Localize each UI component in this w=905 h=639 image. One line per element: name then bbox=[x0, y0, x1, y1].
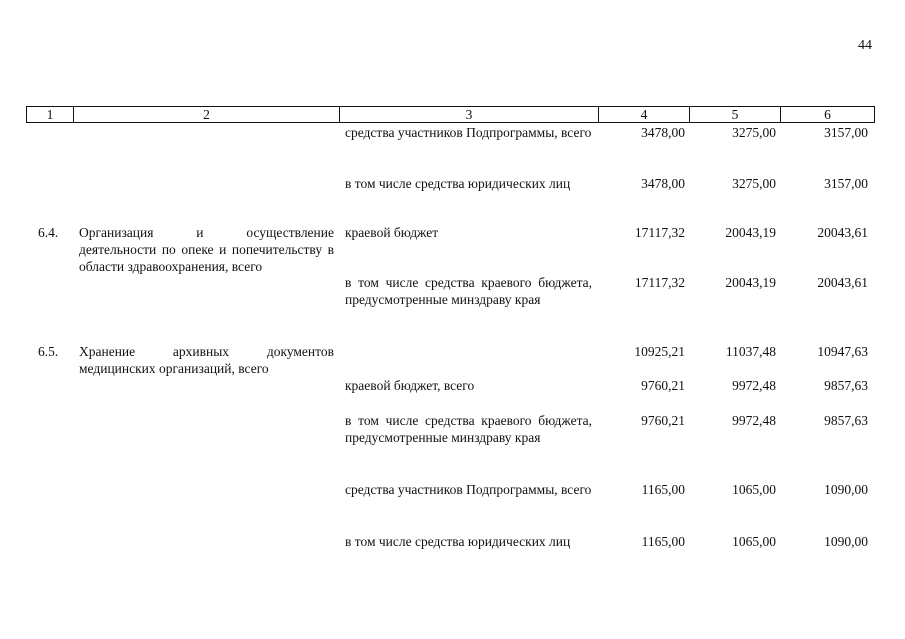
row-source: в том числе средства краевого бюджета, предусмотренные минздраву края bbox=[345, 413, 592, 445]
header-cell: 3 bbox=[340, 107, 599, 123]
row-source: в том числе средства краевого бюджета, предусмотренные минздраву края bbox=[345, 275, 592, 307]
row-value-4: 3478,00 bbox=[641, 176, 685, 191]
header-cell: 4 bbox=[599, 107, 690, 123]
header-cell: 2 bbox=[74, 107, 340, 123]
row-value-4: 17117,32 bbox=[634, 275, 685, 290]
row-source: средства участников Подпрограммы, всего bbox=[345, 482, 592, 497]
row-value-5: 1065,00 bbox=[732, 534, 776, 549]
header-cell: 6 bbox=[781, 107, 875, 123]
column-number-header bbox=[26, 106, 875, 123]
row-value-6: 20043,61 bbox=[817, 225, 868, 240]
row-value-4: 9760,21 bbox=[641, 378, 685, 393]
row-value-4: 3478,00 bbox=[641, 125, 685, 140]
row-value-5: 1065,00 bbox=[732, 482, 776, 497]
row-value-6: 20043,61 bbox=[817, 275, 868, 290]
row-number: 6.4. bbox=[38, 225, 59, 240]
row-value-6: 9857,63 bbox=[824, 378, 868, 393]
row-value-5: 9972,48 bbox=[732, 413, 776, 428]
row-name: Организация и осуществление деятельности по опеке и попечительству в области здравоохранения, всего bbox=[79, 225, 334, 274]
row-value-4: 9760,21 bbox=[641, 413, 685, 428]
row-value-5: 20043,19 bbox=[725, 275, 776, 290]
row-value-4: 1165,00 bbox=[641, 482, 685, 497]
row-value-6: 3157,00 bbox=[824, 125, 868, 140]
row-source: краевой бюджет, всего bbox=[345, 378, 475, 393]
row-value-4: 10925,21 bbox=[634, 344, 685, 359]
row-value-4: 17117,32 bbox=[634, 225, 685, 240]
row-source: средства участников Подпрограммы, всего bbox=[345, 125, 592, 140]
row-value-5: 3275,00 bbox=[732, 176, 776, 191]
page-number: 44 bbox=[858, 38, 872, 53]
row-value-6: 9857,63 bbox=[824, 413, 868, 428]
row-value-5: 11037,48 bbox=[725, 344, 776, 359]
row-value-6: 10947,63 bbox=[817, 344, 868, 359]
row-value-6: 1090,00 bbox=[824, 534, 868, 549]
row-value-6: 1090,00 bbox=[824, 482, 868, 497]
row-source: в том числе средства юридических лиц bbox=[345, 534, 571, 549]
header-row bbox=[27, 107, 875, 123]
row-value-6: 3157,00 bbox=[824, 176, 868, 191]
row-source: в том числе средства юридических лиц bbox=[345, 176, 571, 191]
row-value-5: 9972,48 bbox=[732, 378, 776, 393]
row-value-4: 1165,00 bbox=[641, 534, 685, 549]
row-number: 6.5. bbox=[38, 344, 59, 359]
header-cell: 5 bbox=[690, 107, 781, 123]
row-name: Хранение архивных документов медицинских организаций, всего bbox=[79, 344, 334, 376]
row-value-5: 3275,00 bbox=[732, 125, 776, 140]
row-source: краевой бюджет bbox=[345, 225, 439, 240]
header-cell: 1 bbox=[27, 107, 74, 123]
row-value-5: 20043,19 bbox=[725, 225, 776, 240]
